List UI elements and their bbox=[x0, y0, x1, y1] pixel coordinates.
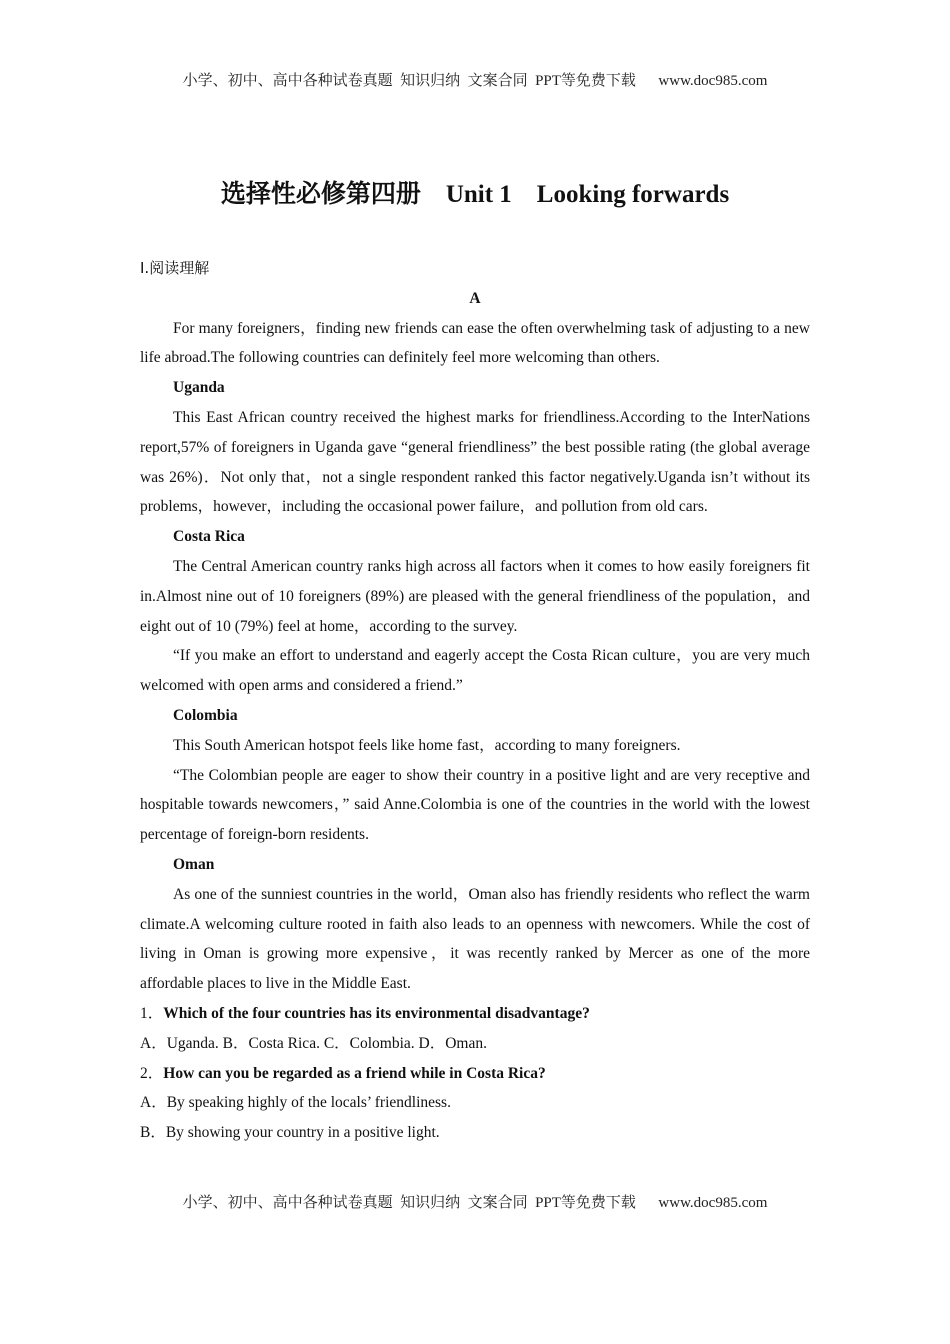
heading-colombia: Colombia bbox=[173, 706, 238, 724]
page-header: 小学、初中、高中各种试卷真题 知识归纳 文案合同 PPT等免费下载 www.doc985.com bbox=[182, 73, 768, 89]
document-title: 选择性必修第四册 Unit 1 Looking forwards bbox=[220, 181, 730, 208]
question-2-text: How can you be regarded as a friend while in Costa Rica? bbox=[163, 1064, 546, 1082]
paragraph-oman: As one of the sunniest countries in the world，Oman also has friendly residents who reflect the warm climate.A welcoming culture rooted in faith also leads to an openness with newcomers. While the cost of living in Oman is growing more expensive，it was recently ranked by Mercer as one of the more affordable places to live in the Middle East. bbox=[140, 885, 810, 993]
question-1-text: Which of the four countries has its environmental disadvantage? bbox=[163, 1004, 590, 1022]
heading-uganda: Uganda bbox=[173, 379, 225, 397]
question-2-number: 2． bbox=[140, 1064, 164, 1082]
question-1-number: 1． bbox=[140, 1004, 164, 1022]
section-heading: Ⅰ.阅读理解 bbox=[140, 259, 210, 277]
passage-label: A bbox=[469, 289, 481, 307]
heading-oman: Oman bbox=[173, 855, 215, 873]
heading-costa-rica: Costa Rica bbox=[173, 528, 245, 546]
question-1-options: A．Uganda. B．Costa Rica. C．Colombia. D．Oman. bbox=[140, 1034, 487, 1052]
question-2-option-b: B．By showing your country in a positive light. bbox=[140, 1124, 440, 1142]
paragraph-costa-rica: The Central American country ranks high across all factors when it comes to how easily foreigners fit in.Almost nine out of 10 foreigners (89%) are pleased with the general friendliness of the population，and eight out of 10 (79%) feel at home，according to the survey. bbox=[140, 557, 810, 635]
paragraph-colombia: This South American hotspot feels like home fast，according to many foreigners. bbox=[173, 736, 681, 754]
quote-colombia: “The Colombian people are eager to show their country in a positive light and are very receptive and hospitable towards newcomers，” said Anne.Colombia is one of the countries in the world with the lowest percentage of foreign-born residents. bbox=[140, 766, 810, 844]
quote-costa-rica: “If you make an effort to understand and eagerly accept the Costa Rican culture，you are very much welcomed with open arms and considered a friend.” bbox=[140, 647, 810, 695]
page-footer: 小学、初中、高中各种试卷真题 知识归纳 文案合同 PPT等免费下载 www.doc985.com bbox=[182, 1195, 768, 1211]
paragraph-uganda: This East African country received the highest marks for friendliness.According to the InterNations report,57% of foreigners in Uganda gave “general friendliness” the best possible rating (the global average was 26%)．Not only that，not a single respondent ranked this factor negatively.Uganda isn’t without its problems，however，including the occasional power failure，and pollution from old cars. bbox=[140, 408, 810, 516]
intro-paragraph: For many foreigners，finding new friends can ease the often overwhelming task of adjusting to a new life abroad.The following countries can definitely feel more welcoming than others. bbox=[140, 319, 810, 367]
document-body bbox=[140, 254, 810, 1148]
question-2-option-a: A．By speaking highly of the locals’ friendliness. bbox=[140, 1094, 451, 1112]
question-2 bbox=[140, 1059, 810, 1089]
question-1 bbox=[140, 999, 810, 1029]
